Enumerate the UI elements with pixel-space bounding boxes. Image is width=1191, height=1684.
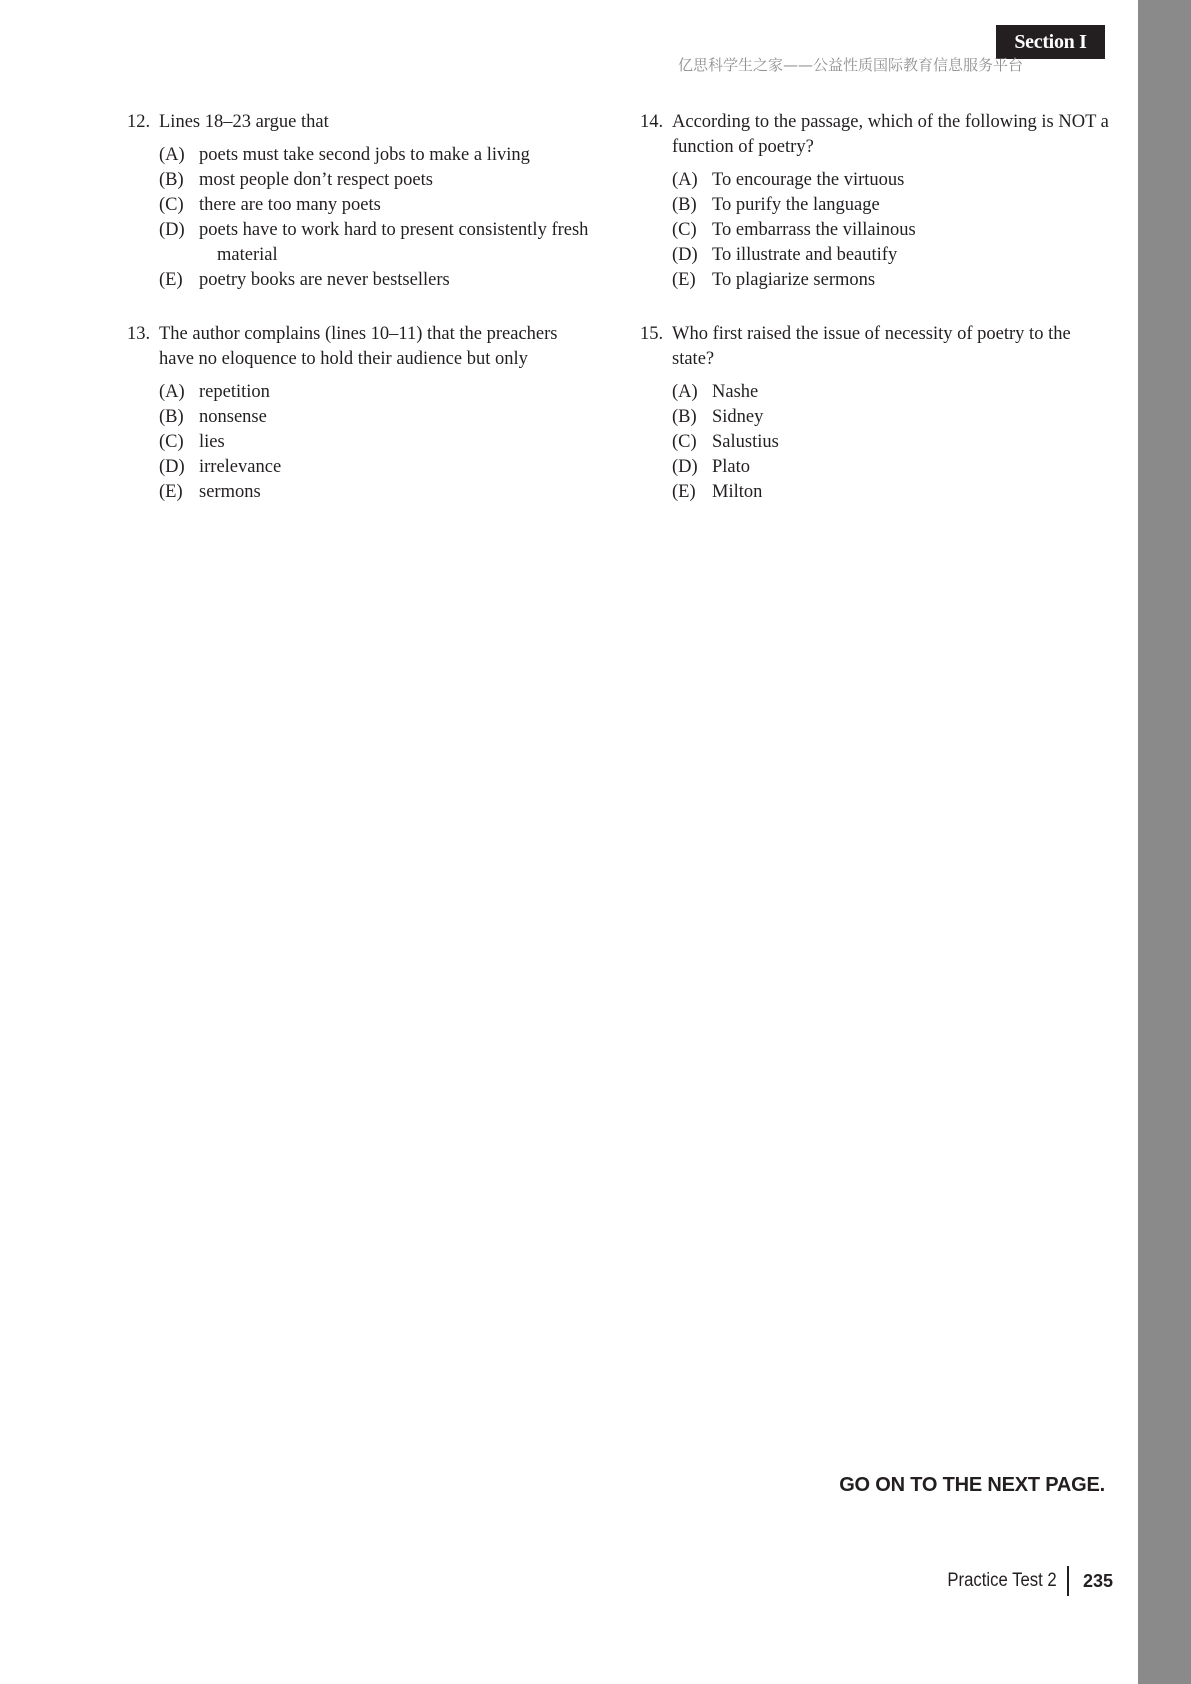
option-text: Milton — [712, 482, 763, 502]
question-text: The author complains (lines 10–11) that the preachers have no eloquence to hold their audience but only — [159, 324, 558, 369]
option-a[interactable] — [159, 143, 597, 168]
option-letter: (D) — [672, 245, 698, 265]
question-text: Lines 18–23 argue that — [159, 112, 329, 132]
section-tab: Section I — [996, 25, 1105, 59]
option-text: poetry books are never bestsellers — [199, 270, 450, 290]
option-e[interactable] — [672, 480, 1110, 505]
page-number: 235 — [1082, 1570, 1113, 1591]
question-13 — [127, 322, 597, 505]
question-12 — [127, 110, 597, 293]
option-letter: (A) — [159, 382, 185, 402]
option-text: Salustius — [712, 432, 779, 452]
option-letter: (A) — [672, 382, 698, 402]
option-d[interactable] — [672, 243, 1110, 268]
option-letter: (C) — [159, 432, 184, 452]
question-stem — [640, 322, 1110, 372]
option-letter: (C) — [672, 432, 697, 452]
question-stem — [127, 322, 597, 372]
option-letter: (A) — [672, 170, 698, 190]
option-c[interactable] — [672, 218, 1110, 243]
option-b[interactable] — [159, 405, 597, 430]
option-letter: (D) — [672, 457, 698, 477]
option-e[interactable] — [159, 268, 597, 293]
watermark-text: 亿思科学生之家——公益性质国际教育信息服务平台 — [678, 56, 1024, 74]
option-text: Plato — [712, 457, 751, 477]
question-15 — [640, 322, 1110, 505]
footer-label: Practice Test 2 — [947, 1570, 1057, 1591]
option-c[interactable] — [159, 193, 597, 218]
option-text: poets have to work hard to present consistently fresh material — [199, 220, 589, 265]
option-d[interactable] — [159, 218, 597, 268]
answer-options — [159, 143, 597, 293]
left-column — [127, 110, 597, 534]
page-footer — [931, 1566, 1113, 1596]
option-a[interactable] — [159, 380, 597, 405]
question-number: 12. — [127, 112, 151, 132]
option-b[interactable] — [672, 405, 1110, 430]
option-text: sermons — [199, 482, 261, 502]
answer-options — [672, 168, 1110, 293]
option-text: nonsense — [199, 407, 267, 427]
option-c[interactable] — [159, 430, 597, 455]
question-stem — [640, 110, 1110, 160]
option-b[interactable] — [672, 193, 1110, 218]
question-number: 15. — [640, 324, 664, 344]
option-letter: (D) — [159, 457, 185, 477]
option-text: irrelevance — [199, 457, 282, 477]
option-letter: (C) — [159, 195, 184, 215]
question-number: 14. — [640, 112, 664, 132]
option-text: To embarrass the villainous — [712, 220, 916, 240]
option-text: Sidney — [712, 407, 764, 427]
option-letter: (E) — [159, 482, 183, 502]
option-text: To plagiarize sermons — [712, 270, 876, 290]
option-text: To encourage the virtuous — [712, 170, 905, 190]
option-text: poets must take second jobs to make a living — [199, 145, 530, 165]
option-a[interactable] — [672, 380, 1110, 405]
option-letter: (B) — [672, 407, 697, 427]
option-letter: (B) — [672, 195, 697, 215]
option-e[interactable] — [672, 268, 1110, 293]
question-text: According to the passage, which of the following is NOT a function of poetry? — [672, 112, 1109, 157]
question-stem — [127, 110, 597, 135]
question-text: Who first raised the issue of necessity of poetry to the state? — [672, 324, 1071, 369]
option-text: Nashe — [712, 382, 759, 402]
option-text: most people don’t respect poets — [199, 170, 433, 190]
option-letter: (D) — [159, 220, 185, 240]
question-number: 13. — [127, 324, 151, 344]
option-letter: (E) — [159, 270, 183, 290]
option-text: To purify the language — [712, 195, 880, 215]
option-text: lies — [199, 432, 225, 452]
option-letter: (B) — [159, 407, 184, 427]
option-letter: (E) — [672, 482, 696, 502]
answer-options — [672, 380, 1110, 505]
option-letter: (C) — [672, 220, 697, 240]
option-letter: (E) — [672, 270, 696, 290]
page-edge-bar — [1138, 0, 1191, 1684]
option-letter: (A) — [159, 145, 185, 165]
answer-options — [159, 380, 597, 505]
option-a[interactable] — [672, 168, 1110, 193]
right-column — [640, 110, 1110, 534]
option-text: repetition — [199, 382, 270, 402]
option-e[interactable] — [159, 480, 597, 505]
option-text: To illustrate and beautify — [712, 245, 898, 265]
option-text: there are too many poets — [199, 195, 381, 215]
option-b[interactable] — [159, 168, 597, 193]
question-14 — [640, 110, 1110, 293]
option-c[interactable] — [672, 430, 1110, 455]
go-on-notice: GO ON TO THE NEXT PAGE. — [839, 1474, 1105, 1496]
option-d[interactable] — [672, 455, 1110, 480]
option-letter: (B) — [159, 170, 184, 190]
option-d[interactable] — [159, 455, 597, 480]
